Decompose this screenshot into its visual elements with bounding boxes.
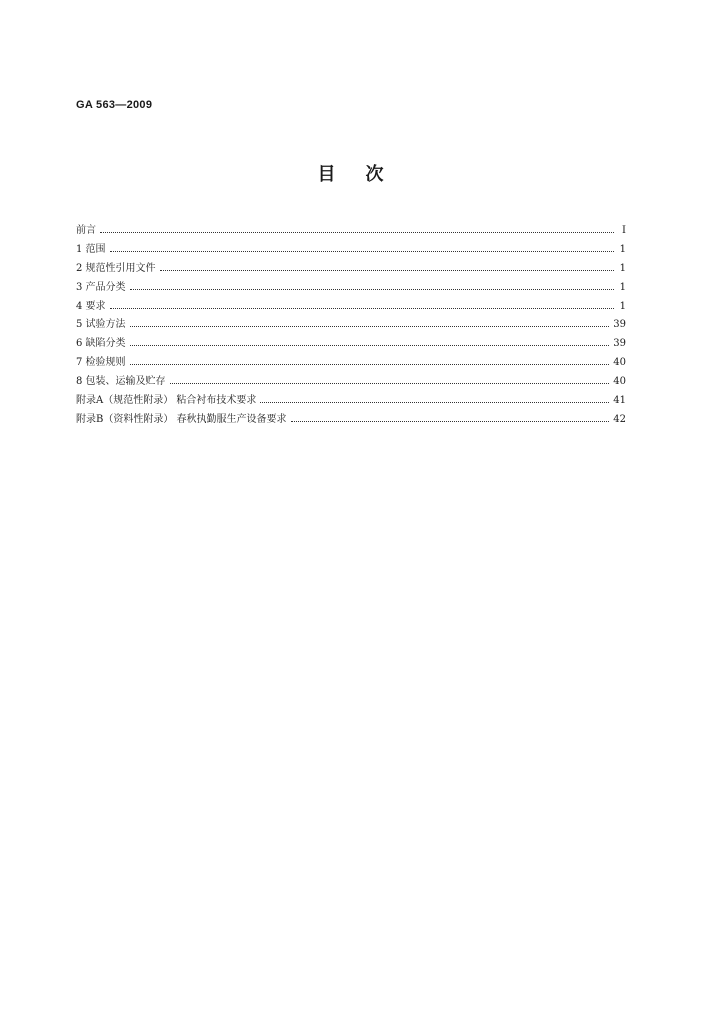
toc-entry-page: 40 <box>613 376 626 388</box>
dot-leader <box>160 270 614 271</box>
dot-leader <box>100 232 614 233</box>
dot-leader <box>170 383 610 384</box>
toc-entry-page: 1 <box>619 243 626 255</box>
toc-entry-label: 2 规范性引用文件 <box>76 262 156 274</box>
toc-entry-page: 40 <box>613 357 626 369</box>
toc-entry-page: 1 <box>619 300 626 312</box>
toc-entry-label: 附录A（规范性附录） 粘合衬布技术要求 <box>76 395 257 407</box>
toc-entry-label: 前言 <box>76 225 96 236</box>
dot-leader <box>291 421 610 422</box>
dot-leader <box>110 308 614 309</box>
toc-entry-page: Ⅰ <box>622 225 626 236</box>
toc-entry-packaging-transport-storage[interactable] <box>76 373 626 392</box>
toc-entry-page: 39 <box>613 319 626 331</box>
toc-entry-test-methods[interactable] <box>76 316 626 335</box>
toc-entry-requirements[interactable] <box>76 298 626 317</box>
toc-entry-page: 41 <box>613 395 626 407</box>
toc-entry-label: 8 包装、运输及贮存 <box>76 376 166 388</box>
table-of-contents <box>76 222 626 430</box>
toc-entry-label: 附录B（资料性附录） 春秋执勤服生产设备要求 <box>76 413 287 425</box>
toc-entry-label: 5 试验方法 <box>76 319 126 331</box>
toc-entry-scope[interactable] <box>76 241 626 260</box>
toc-entry-page: 1 <box>619 281 626 293</box>
dot-leader <box>130 289 614 290</box>
toc-entry-appendix-b[interactable] <box>76 411 626 430</box>
dot-leader <box>130 345 610 346</box>
page-title: 目次 <box>317 164 414 185</box>
toc-entry-inspection-rules[interactable] <box>76 354 626 373</box>
toc-entry-appendix-a[interactable] <box>76 392 626 411</box>
toc-entry-label: 4 要求 <box>76 300 106 312</box>
dot-leader <box>110 251 614 252</box>
toc-entry-page: 39 <box>613 338 626 350</box>
dot-leader <box>130 364 610 365</box>
toc-entry-defect-classification[interactable] <box>76 335 626 354</box>
dot-leader <box>260 402 609 403</box>
toc-entry-label: 3 产品分类 <box>76 281 126 293</box>
toc-entry-label: 6 缺陷分类 <box>76 338 126 350</box>
document-number: GA 563—2009 <box>76 99 153 111</box>
dot-leader <box>130 326 610 327</box>
toc-entry-foreword[interactable] <box>76 222 626 241</box>
toc-entry-label: 1 范围 <box>76 243 106 255</box>
toc-entry-page: 42 <box>613 413 626 425</box>
toc-entry-product-classification[interactable] <box>76 279 626 298</box>
toc-entry-label: 7 检验规则 <box>76 357 126 369</box>
toc-entry-page: 1 <box>619 262 626 274</box>
toc-entry-normative-references[interactable] <box>76 260 626 279</box>
